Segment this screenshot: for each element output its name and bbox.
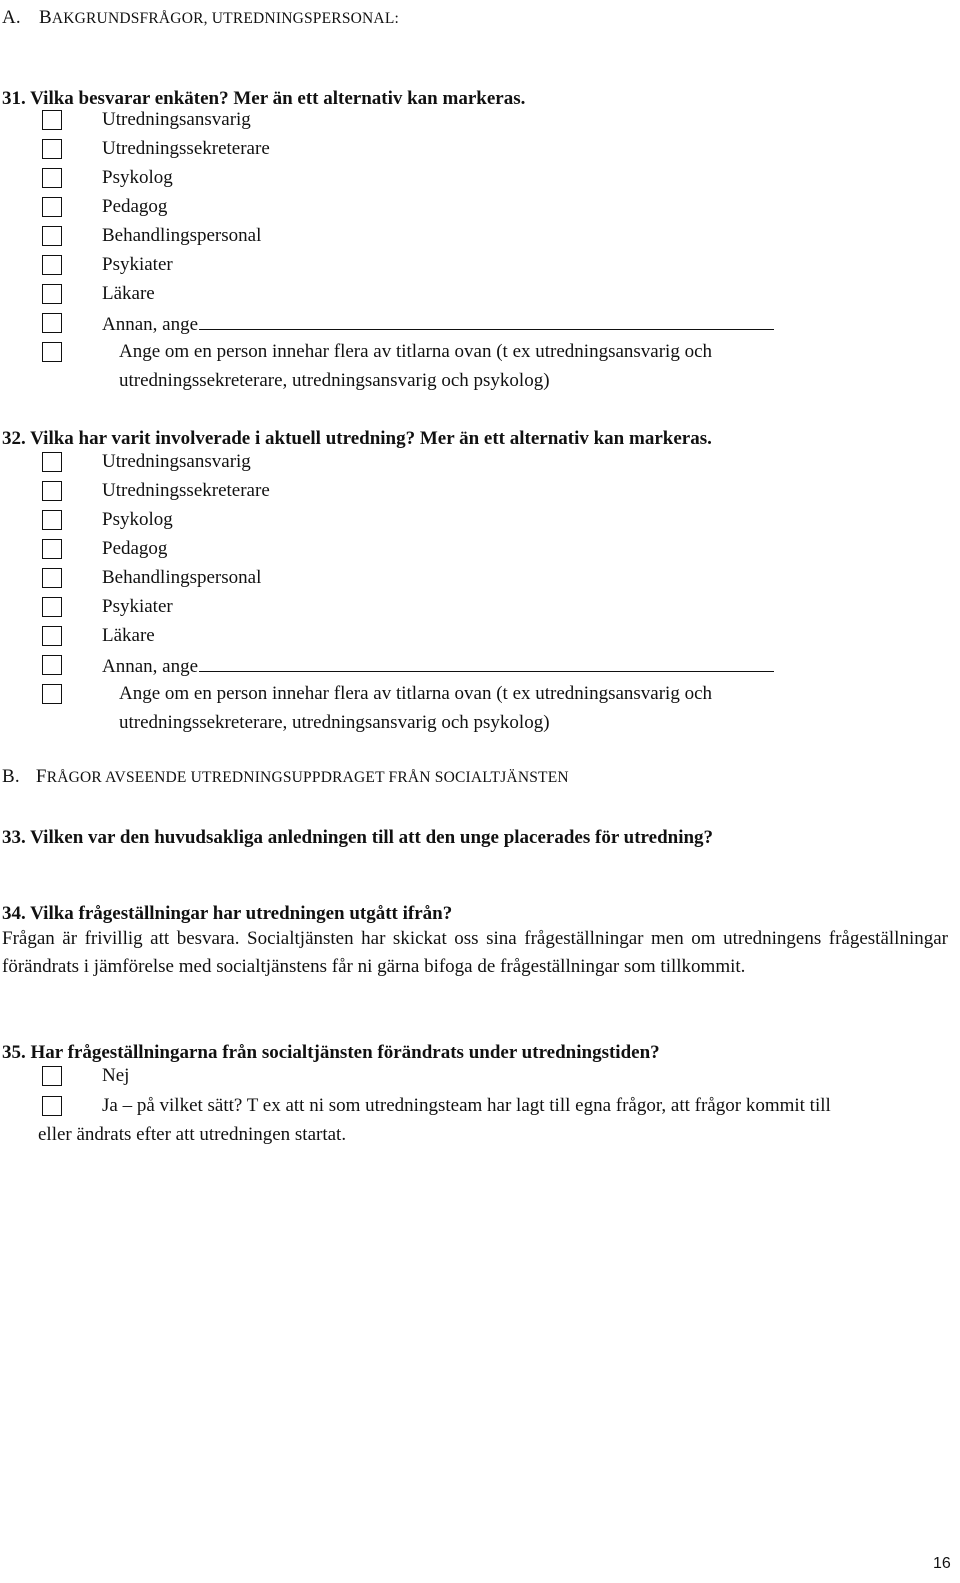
q31-multi-line-2: utredningssekreterare, utredningsansvarig och psykolog) [119,370,550,391]
q31-checkbox-pedagog[interactable] [42,197,62,217]
q32-checkbox-psykolog[interactable] [42,510,62,530]
question-32-title: 32. Vilka har varit involverade i aktuell utredning? Mer än ett alternativ kan markeras. [2,428,712,449]
q35-option-nej: Nej [102,1065,130,1086]
section-a-title-initial: B [38,7,52,28]
section-b-title: RÅGOR AVSEENDE UTREDNINGSUPPDRAGET FRÅN SOCIALTJÄNSTEN [46,769,569,786]
q32-option-label: Pedagog [102,538,168,559]
q31-option-label: Utredningsansvarig [102,109,251,130]
q31-checkbox-lakare[interactable] [42,284,62,304]
q32-option-label: Psykiater [102,596,173,617]
q31-checkbox-psykolog[interactable] [42,168,62,188]
q31-annan-label: Annan, ange [102,314,199,335]
q32-annan-line[interactable] [199,653,774,672]
q32-option-label [102,653,774,679]
q35-option-ja-line-2: eller ändrats efter att utredningen startat. [38,1124,347,1145]
q32-checkbox-utredningssekreterare[interactable] [42,481,62,501]
q32-checkbox-pedagog[interactable] [42,539,62,559]
q31-checkbox-psykiater[interactable] [42,255,62,275]
question-33-title: 33. Vilken var den huvudsakliga anledningen till att den unge placerades för utredning? [2,827,714,848]
q35-option-ja-line-1: Ja – på vilket sätt? T ex att ni som utredningsteam har lagt till egna frågor, att frågor kommit till [102,1095,831,1116]
q31-checkbox-utredningsansvarig[interactable] [42,110,62,130]
q35-checkbox-nej[interactable] [42,1066,62,1086]
q31-multi-line-1: Ange om en person innehar flera av titlarna ovan (t ex utredningsansvarig och [119,341,713,362]
q32-option-label: Behandlingspersonal [102,567,262,588]
q32-option-label: Utredningsansvarig [102,451,251,472]
question-34-text: Frågan är frivillig att besvara. Socialtjänsten har skickat oss sina frågeställningar men om utredningens frågeställningar förändrats i jämförelse med socialtjänstens får ni gärna bifoga de frågeställningar som tillkommit. [2,928,948,977]
section-a-letter: A. [2,7,21,28]
q31-checkbox-multiple-titles[interactable] [42,342,62,362]
q32-annan-label: Annan, ange [102,656,199,677]
q31-option-label: Psykolog [102,167,173,188]
section-a-title: AKGRUNDSFRÅGOR, UTREDNINGSPERSONAL: [51,10,400,27]
q31-option-label: Psykiater [102,254,173,275]
page-number: 16 [933,1555,951,1572]
q32-checkbox-utredningsansvarig[interactable] [42,452,62,472]
q32-option-label: Utredningssekreterare [102,480,270,501]
q32-checkbox-annan[interactable] [42,655,62,675]
q32-option-label: Läkare [102,625,155,646]
section-b-letter: B. [2,766,20,787]
question-35-title: 35. Har frågeställningarna från socialtjänsten förändrats under utredningstiden? [2,1042,660,1063]
q32-checkbox-psykiater[interactable] [42,597,62,617]
q31-annan-line[interactable] [199,311,774,330]
q31-checkbox-behandlingspersonal[interactable] [42,226,62,246]
q32-checkbox-behandlingspersonal[interactable] [42,568,62,588]
q35-checkbox-ja[interactable] [42,1096,62,1116]
section-b-heading [2,765,569,790]
q32-checkbox-lakare[interactable] [42,626,62,646]
section-a-heading [2,6,399,31]
question-34-title: 34. Vilka frågeställningar har utredningen utgått ifrån? [2,903,453,924]
q32-checkbox-multiple-titles[interactable] [42,684,62,704]
q31-option-label: Läkare [102,283,155,304]
q31-option-label: Utredningssekreterare [102,138,270,159]
q32-option-label: Psykolog [102,509,173,530]
q32-multi-line-1: Ange om en person innehar flera av titlarna ovan (t ex utredningsansvarig och [119,683,713,704]
q31-checkbox-utredningssekreterare[interactable] [42,139,62,159]
q31-checkbox-annan[interactable] [42,313,62,333]
q31-option-label [102,311,774,337]
section-b-title-initial: F [35,766,47,787]
q31-option-label: Behandlingspersonal [102,225,262,246]
q31-option-label: Pedagog [102,196,168,217]
question-31-title: 31. Vilka besvarar enkäten? Mer än ett alternativ kan markeras. [2,88,526,109]
q32-multi-line-2: utredningssekreterare, utredningsansvarig och psykolog) [119,712,550,733]
